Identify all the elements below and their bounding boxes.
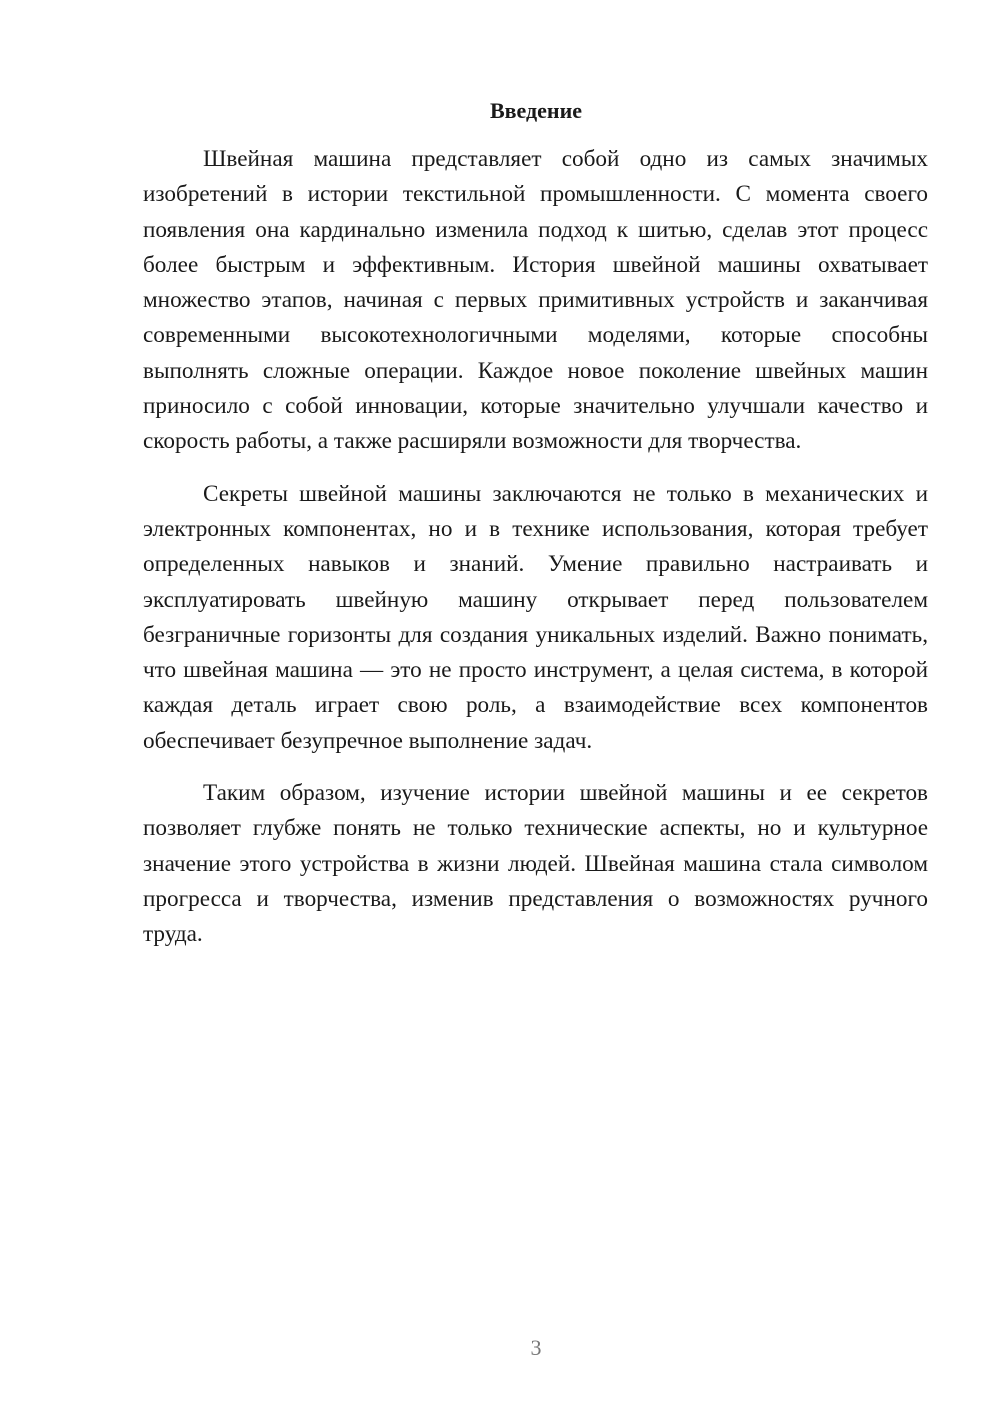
section-heading: Введение <box>489 98 583 123</box>
page-number: 3 <box>530 1335 542 1360</box>
body-text <box>143 142 928 953</box>
paragraph-3: Таким образом, изучение истории швейной машины и ее секретов позволяет глубже понять не только технические аспекты, но и культурное значение этого устройства в жизни людей. Швейная машина стала символом прогресса и творчества, изменив представления о возможностях ручного труда. <box>143 780 928 948</box>
paragraph-2: Секреты швейной машины заключаются не только в механических и электронных компонентах, но и в технике использования, которая требует определенных навыков и знаний. Умение правильно настраивать и эксплуатировать швейную машину открывает перед пользователем безграничные горизонты для создания уникальных изделий. Важно понимать, что швейная машина — это не просто инструмент, а целая система, в которой каждая деталь играет свою роль, а взаимодействие всех компонентов обеспечивает безупречное выполнение задач. <box>143 480 928 754</box>
paragraph-1: Швейная машина представляет собой одно из самых значимых изобретений в истории текстильной промышленности. С момента своего появления она кардинально изменила подход к шитью, сделав этот процесс более быстрым и эффективным. История швейной машины охватывает множество этапов, начиная с первых примитивных устройств и заканчивая современными высокотехнологичными моделями, которые способны выполнять сложные операции. Каждое новое поколение швейных машин приносило с собой инновации, которые значительно улучшали качество и скорость работы, а также расширяли возможности для творчества. <box>143 146 928 455</box>
